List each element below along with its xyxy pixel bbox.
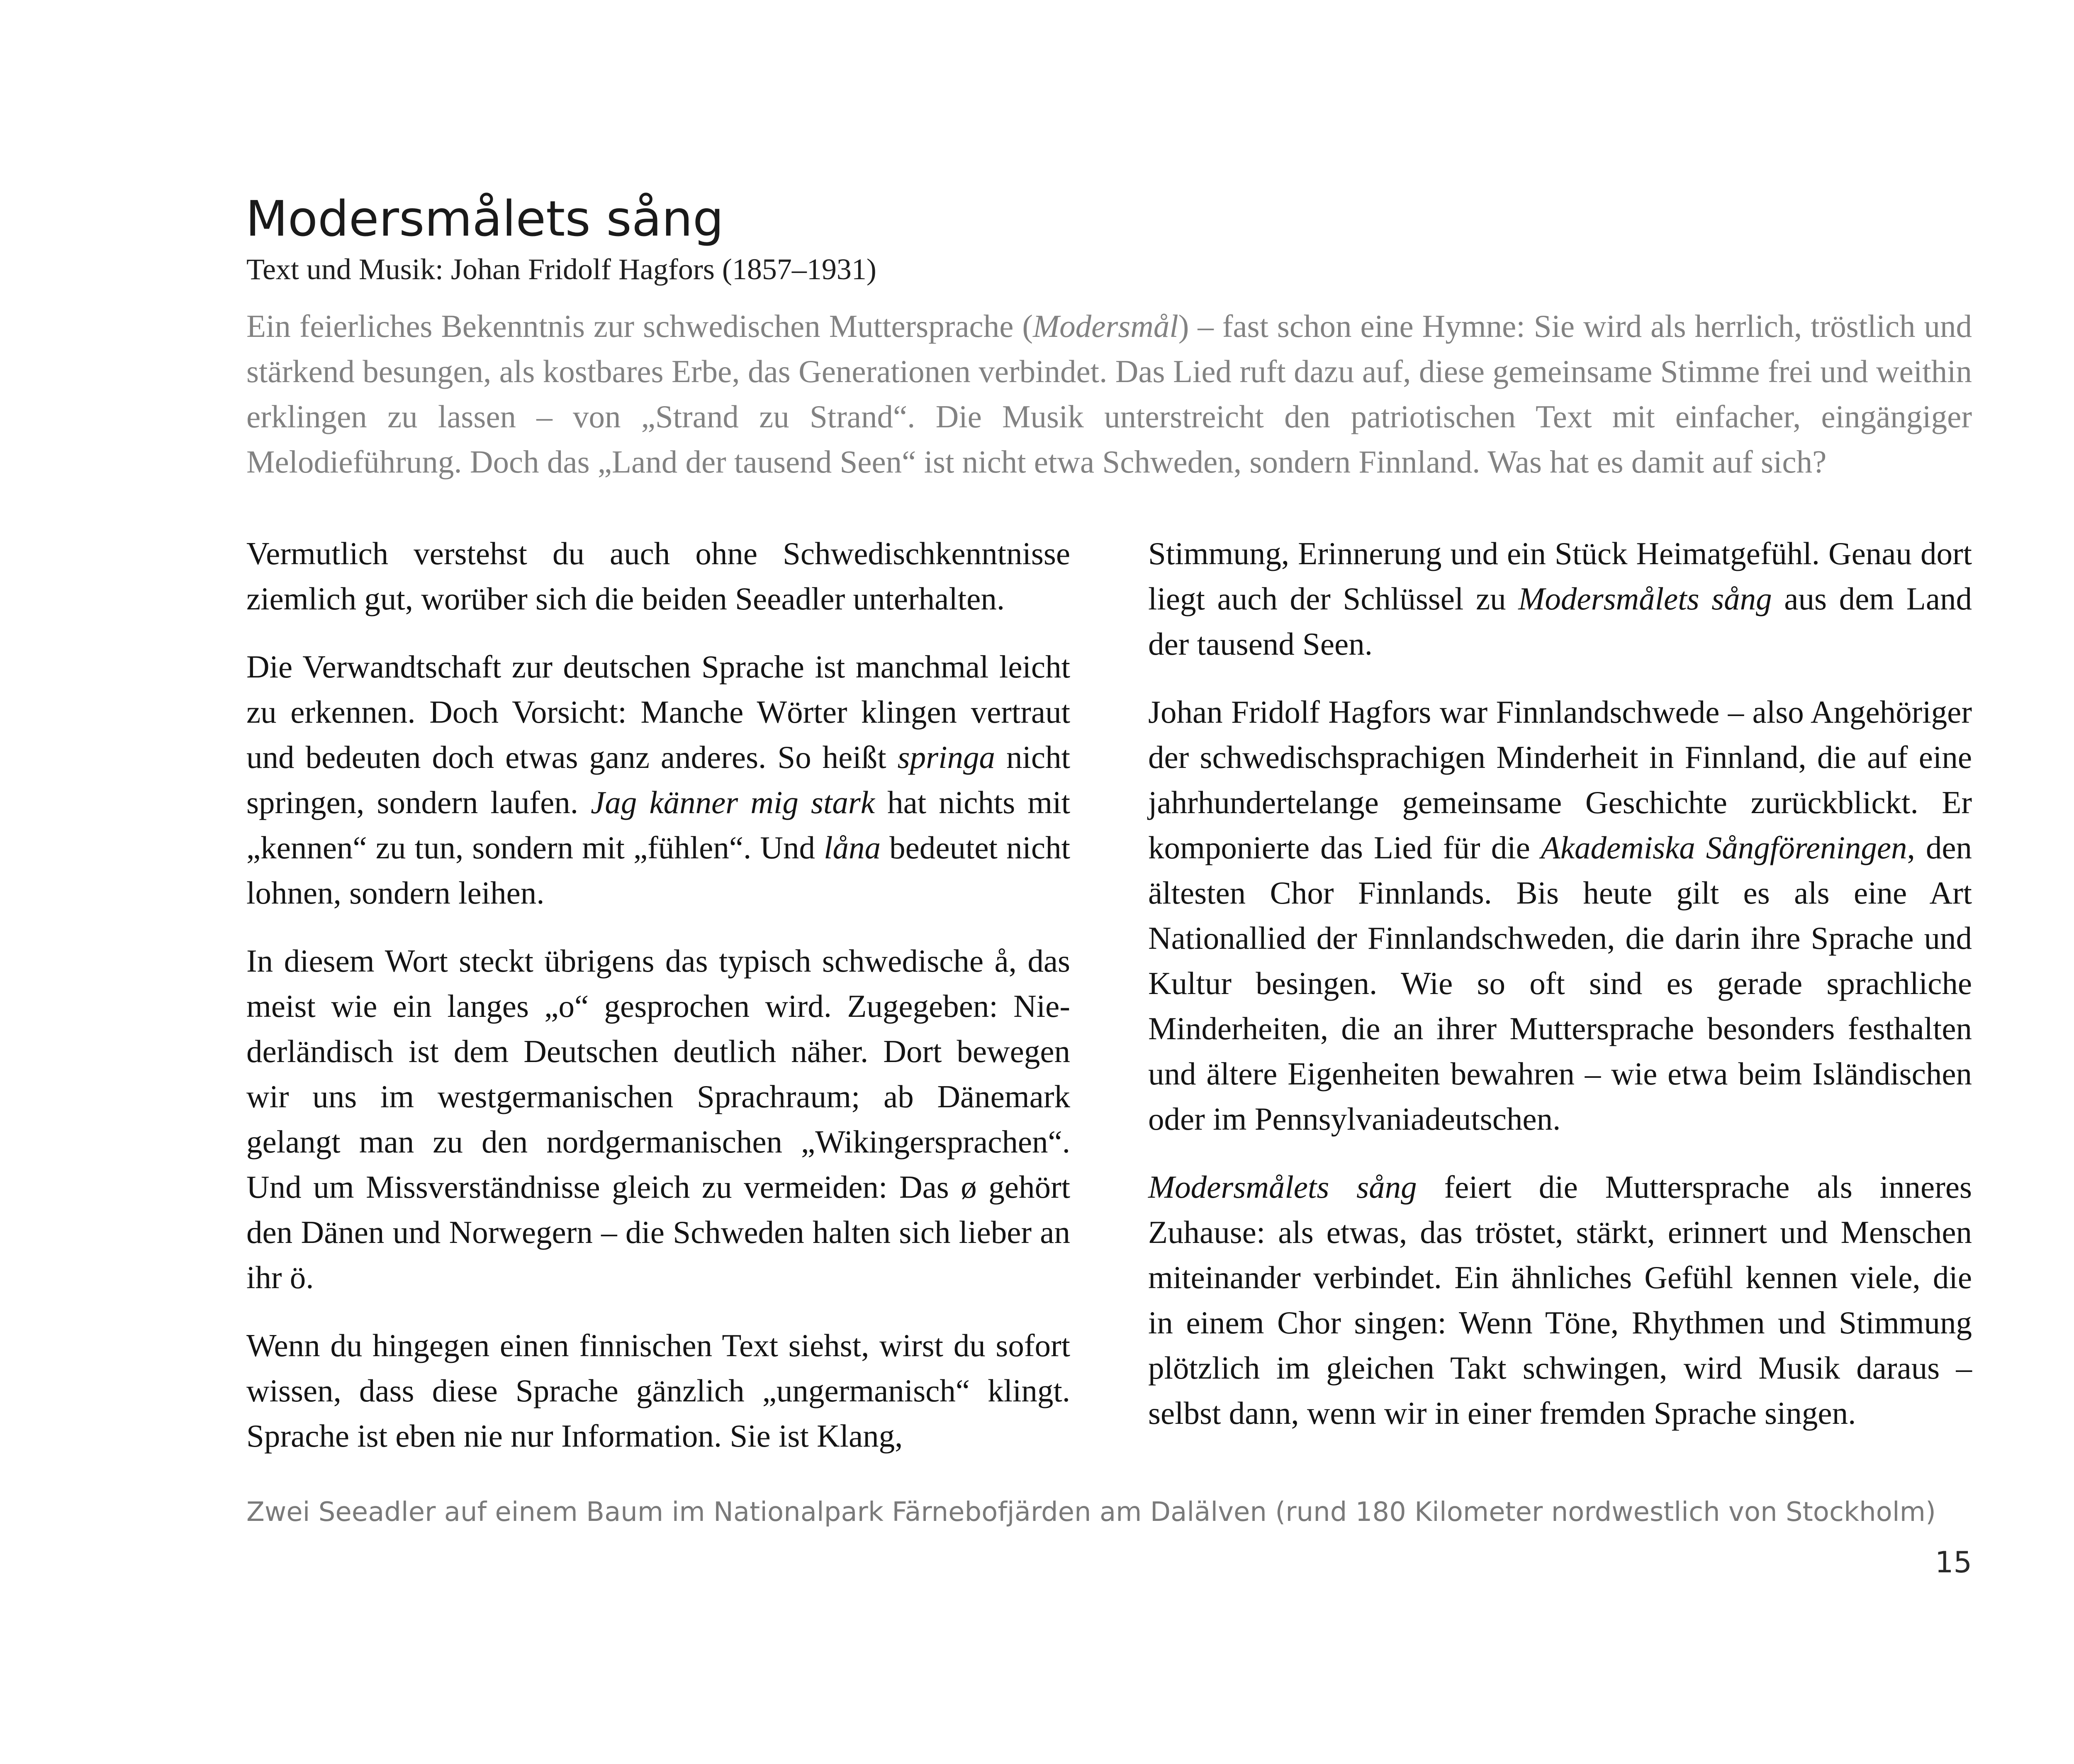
- body-paragraph: Wenn du hingegen einen finnischen Text siehst, wirst du sofort wissen, dass diese Sprache gänzlich „ungermanisch“ klingt. Sprache ist eben nie nur Information. Sie ist Klang,: [246, 1328, 1070, 1454]
- intro-text-part: ) – fast schon eine Hymne: Sie wird als herrlich, tröstlich und stärkend besungen, als kostbares Erbe, das Generationen verbindet. Das Lied ruft dazu auf, diese gemeinsame Stimme frei und weithin erklingen zu lassen – von „Strand zu Strand“. Die Musik unterstreicht den patriotischen Text mit einfacher, eingängiger Melodieführung. Doch das „Land der tausend Seen“ ist nicht etwa Schweden, sondern Finnland. Was hat es damit auf sich?: [246, 308, 1972, 480]
- page-title: Modersmålets sång: [246, 190, 724, 247]
- paragraph-text: feiert die Muttersprache als inneres Zuhause: als etwas, das tröstet, stärkt, erinnert und Menschen miteinander verbindet. Ein ähnliches Gefühl kennen viele, die in einem Chor singen: Wenn Töne, Rhythmen und Stimmung plötzlich im gleichen Takt schwingen, wird Musik daraus – selbst dann, wenn wir in einer fremden Sprache singen.: [1148, 1169, 1972, 1431]
- paragraph-text: Die Verwandtschaft zur deutschen Sprache ist manchmal leicht zu erkennen. Doch Vorsicht: Manche Wörter klingen vertraut und bedeuten doch etwas ganz anderes. So heißt: [246, 649, 1070, 775]
- swedish-word-lana: låna: [824, 830, 881, 865]
- swedish-phrase-jag-kanner-mig-stark: Jag känner mig stark: [591, 785, 875, 820]
- body-paragraph: [1148, 690, 1972, 1142]
- image-caption: Zwei Seeadler auf einem Baum im Nationalpark Färnebofjärden am Dalälven (rund 180 Kilometer nordwestlich von Stockholm): [246, 1497, 1936, 1528]
- paragraph-text: hat nichts mit „kennen“ zu tun, sondern mit „fühlen“. Und: [246, 785, 1070, 865]
- choir-name: Akademiska Sångföreningen: [1541, 830, 1907, 865]
- left-column: [246, 531, 1070, 1481]
- paragraph-text: Stimmung, Erinnerung und ein Stück Heimatgefühl. Genau dort liegt auch der Schlüssel zu: [1148, 536, 1972, 616]
- song-credit: Text und Musik: Johan Fridolf Hagfors (1857–1931): [246, 253, 876, 286]
- song-title-reference: Modersmålets sång: [1518, 581, 1772, 616]
- paragraph-text: bedeutet nicht lohnen, sondern leihen.: [246, 830, 1070, 911]
- paragraph-text: Johan Fridolf Hagfors war Finnlandschwede – also Angehöriger der schwedischsprachigen Minderheit in Finnland, die auf eine jahrhundertelange gemeinsame Geschichte zurückblickt. Er komponierte das Lied für die: [1148, 694, 1972, 865]
- right-column: [1148, 531, 1972, 1459]
- page-number: 15: [1935, 1545, 1972, 1579]
- intro-term-modersmal: Modersmål: [1033, 308, 1178, 344]
- paragraph-text: , den ältesten Chor Finnlands. Bis heute gilt es als eine Art Nationallied der Finnlandschweden, die darin ihre Sprache und Kultur besingen. Wie so oft sind es gerade sprachliche Minderheiten, die an ihrer Muttersprache besonders festhalten und ältere Eigenheiten bewahren – wie etwa beim Isländischen oder im Pennsylvaniadeutschen.: [1148, 830, 1972, 1137]
- swedish-word-springa: springa: [897, 739, 995, 775]
- body-paragraph: [246, 644, 1070, 916]
- song-title-reference: Modersmålets sång: [1148, 1169, 1417, 1205]
- paragraph-text: aus dem Land der tausend Seen.: [1148, 581, 1972, 662]
- body-paragraph: [1148, 1165, 1972, 1436]
- intro-paragraph: [246, 304, 1972, 485]
- body-paragraph: In diesem Wort steckt übrigens das typisch schwedische å, das meist wie ein langes „o“ gesprochen wird. Zugegeben: Niederländisch ist dem Deutschen deutlich näher. Dort bewegen wir uns im westgermanischen Sprachraum; ab Dänemark gelangt man zu den nordgermanischen „Wikingersprachen“. Und um Missverständnisse gleich zu vermeiden: Das ø gehört den Dänen und Norwegern – die Schweden halten sich lieber an ihr ö.: [246, 943, 1070, 1295]
- paragraph-text: nicht springen, sondern laufen.: [246, 739, 1070, 820]
- body-paragraph: [1148, 531, 1972, 667]
- body-paragraph: Vermutlich verstehst du auch ohne Schwedischkenntnisse ziemlich gut, worüber sich die beiden Seeadler unterhalten.: [246, 536, 1070, 616]
- intro-text-part: Ein feierliches Bekenntnis zur schwedischen Muttersprache (: [246, 308, 1033, 344]
